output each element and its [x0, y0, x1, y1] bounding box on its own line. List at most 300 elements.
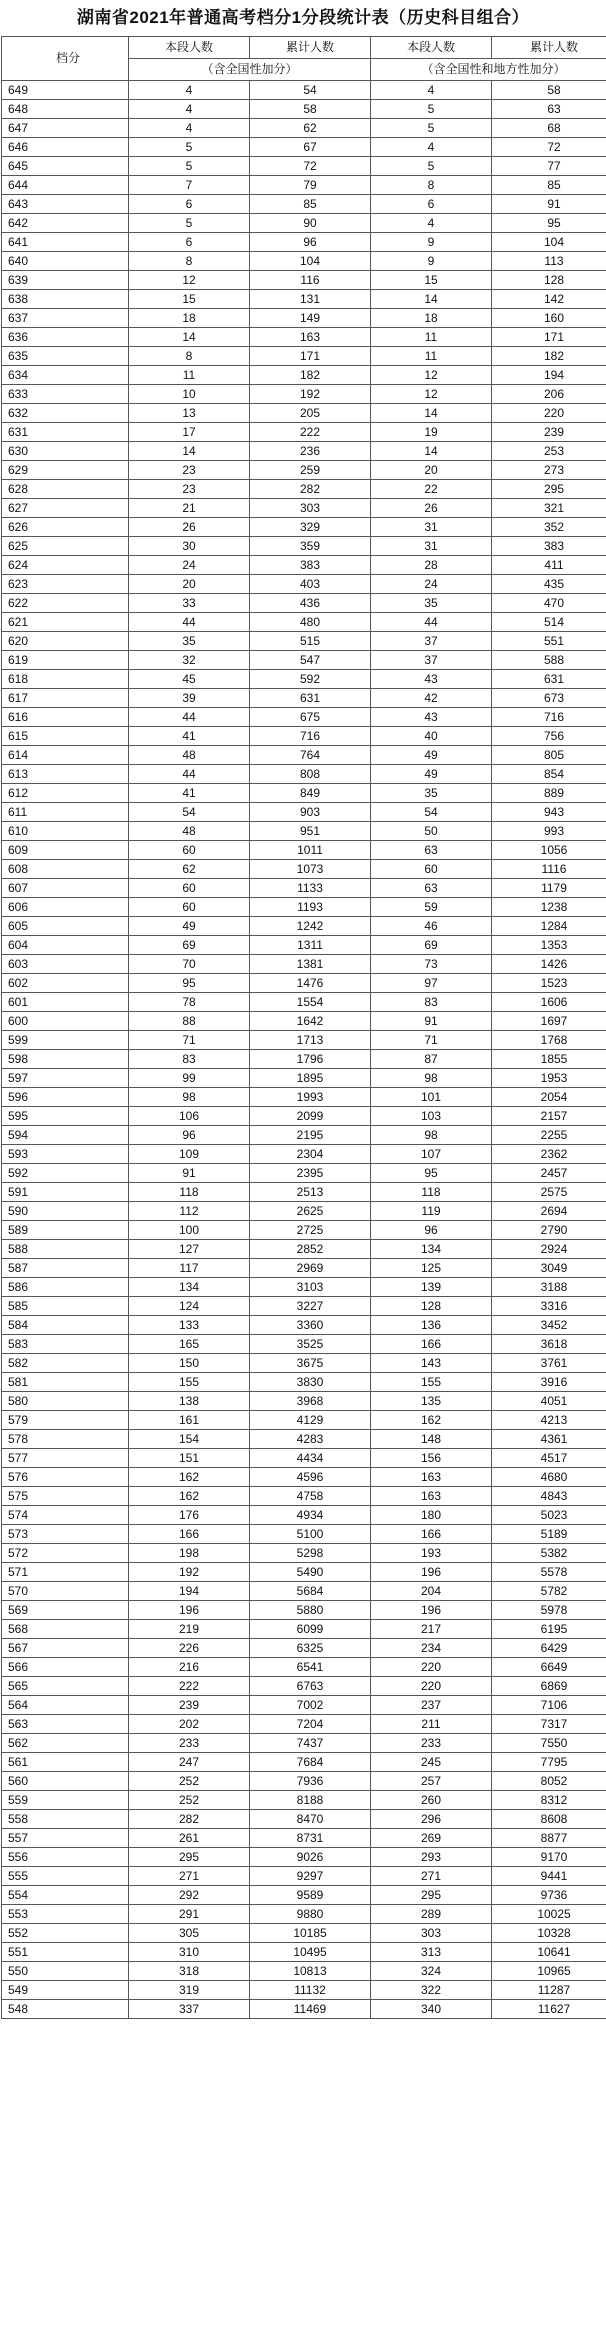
cell-group2-cumulative: 2457 — [492, 1164, 606, 1183]
table-row — [2, 499, 606, 518]
cell-group1-count: 106 — [129, 1107, 250, 1126]
cell-score: 644 — [2, 176, 129, 195]
cell-score: 633 — [2, 385, 129, 404]
cell-score: 604 — [2, 936, 129, 955]
cell-group1-cumulative: 192 — [250, 385, 371, 404]
score-distribution-table — [1, 36, 606, 2019]
table-row — [2, 385, 606, 404]
cell-group1-count: 41 — [129, 784, 250, 803]
cell-group2-count: 11 — [371, 347, 492, 366]
cell-score: 570 — [2, 1582, 129, 1601]
cell-group2-count: 217 — [371, 1620, 492, 1639]
cell-group1-cumulative: 9589 — [250, 1886, 371, 1905]
cell-group1-cumulative: 11469 — [250, 2000, 371, 2019]
cell-group2-count: 37 — [371, 651, 492, 670]
cell-score: 618 — [2, 670, 129, 689]
cell-group2-cumulative: 1697 — [492, 1012, 606, 1031]
table-row — [2, 1943, 606, 1962]
cell-score: 580 — [2, 1392, 129, 1411]
cell-score: 649 — [2, 81, 129, 100]
cell-score: 558 — [2, 1810, 129, 1829]
cell-group2-count: 296 — [371, 1810, 492, 1829]
table-row — [2, 936, 606, 955]
cell-group2-count: 313 — [371, 1943, 492, 1962]
cell-score: 642 — [2, 214, 129, 233]
cell-group2-cumulative: 716 — [492, 708, 606, 727]
cell-score: 579 — [2, 1411, 129, 1430]
cell-group2-cumulative: 5782 — [492, 1582, 606, 1601]
cell-group2-count: 269 — [371, 1829, 492, 1848]
table-row — [2, 1069, 606, 1088]
header-group2-note: （含全国性和地方性加分） — [371, 59, 606, 81]
cell-group2-count: 5 — [371, 157, 492, 176]
cell-score: 606 — [2, 898, 129, 917]
cell-group2-cumulative: 3761 — [492, 1354, 606, 1373]
cell-group1-cumulative: 592 — [250, 670, 371, 689]
table-row — [2, 1810, 606, 1829]
cell-group1-cumulative: 716 — [250, 727, 371, 746]
cell-group1-count: 41 — [129, 727, 250, 746]
cell-score: 590 — [2, 1202, 129, 1221]
cell-group2-count: 260 — [371, 1791, 492, 1810]
cell-group2-cumulative: 4680 — [492, 1468, 606, 1487]
table-row — [2, 2000, 606, 2019]
cell-group2-cumulative: 1953 — [492, 1069, 606, 1088]
cell-group1-count: 35 — [129, 632, 250, 651]
cell-group1-cumulative: 54 — [250, 81, 371, 100]
table-row — [2, 1734, 606, 1753]
cell-group2-cumulative: 551 — [492, 632, 606, 651]
cell-group1-cumulative: 6763 — [250, 1677, 371, 1696]
cell-score: 583 — [2, 1335, 129, 1354]
cell-group2-cumulative: 5189 — [492, 1525, 606, 1544]
cell-score: 581 — [2, 1373, 129, 1392]
cell-group1-count: 17 — [129, 423, 250, 442]
cell-group1-cumulative: 58 — [250, 100, 371, 119]
cell-score: 611 — [2, 803, 129, 822]
cell-score: 647 — [2, 119, 129, 138]
cell-group1-count: 33 — [129, 594, 250, 613]
cell-group1-cumulative: 149 — [250, 309, 371, 328]
cell-score: 614 — [2, 746, 129, 765]
cell-group1-count: 109 — [129, 1145, 250, 1164]
cell-group2-count: 295 — [371, 1886, 492, 1905]
cell-group1-count: 23 — [129, 461, 250, 480]
cell-group2-count: 5 — [371, 100, 492, 119]
cell-group2-cumulative: 7550 — [492, 1734, 606, 1753]
cell-group1-count: 292 — [129, 1886, 250, 1905]
cell-group2-count: 220 — [371, 1677, 492, 1696]
cell-group1-count: 15 — [129, 290, 250, 309]
cell-group2-count: 59 — [371, 898, 492, 917]
cell-group2-count: 289 — [371, 1905, 492, 1924]
cell-score: 607 — [2, 879, 129, 898]
cell-group2-cumulative: 2694 — [492, 1202, 606, 1221]
table-row — [2, 195, 606, 214]
cell-group1-cumulative: 6541 — [250, 1658, 371, 1677]
cell-group1-cumulative: 7204 — [250, 1715, 371, 1734]
cell-group1-count: 124 — [129, 1297, 250, 1316]
cell-group1-count: 49 — [129, 917, 250, 936]
cell-group1-cumulative: 8731 — [250, 1829, 371, 1848]
header-row-top — [2, 37, 606, 59]
cell-group2-count: 43 — [371, 670, 492, 689]
table-row — [2, 1772, 606, 1791]
table-row — [2, 1031, 606, 1050]
cell-group2-cumulative: 6649 — [492, 1658, 606, 1677]
cell-group1-cumulative: 436 — [250, 594, 371, 613]
cell-group1-count: 134 — [129, 1278, 250, 1297]
cell-group1-count: 14 — [129, 328, 250, 347]
cell-group2-cumulative: 10641 — [492, 1943, 606, 1962]
cell-group1-count: 18 — [129, 309, 250, 328]
cell-group1-count: 337 — [129, 2000, 250, 2019]
cell-group2-count: 40 — [371, 727, 492, 746]
cell-group1-cumulative: 2195 — [250, 1126, 371, 1145]
table-row — [2, 917, 606, 936]
cell-score: 630 — [2, 442, 129, 461]
cell-group2-count: 44 — [371, 613, 492, 632]
cell-score: 648 — [2, 100, 129, 119]
table-row — [2, 1183, 606, 1202]
cell-group2-count: 196 — [371, 1601, 492, 1620]
cell-score: 615 — [2, 727, 129, 746]
cell-group2-cumulative: 1238 — [492, 898, 606, 917]
table-row — [2, 1829, 606, 1848]
cell-score: 573 — [2, 1525, 129, 1544]
cell-group1-count: 155 — [129, 1373, 250, 1392]
cell-score: 641 — [2, 233, 129, 252]
cell-group2-count: 293 — [371, 1848, 492, 1867]
cell-group2-cumulative: 1353 — [492, 936, 606, 955]
cell-score: 557 — [2, 1829, 129, 1848]
cell-group2-cumulative: 588 — [492, 651, 606, 670]
cell-group2-count: 220 — [371, 1658, 492, 1677]
cell-group1-count: 192 — [129, 1563, 250, 1582]
cell-group1-count: 95 — [129, 974, 250, 993]
cell-group2-cumulative: 5578 — [492, 1563, 606, 1582]
cell-score: 559 — [2, 1791, 129, 1810]
cell-score: 620 — [2, 632, 129, 651]
table-row — [2, 119, 606, 138]
cell-score: 600 — [2, 1012, 129, 1031]
table-row — [2, 309, 606, 328]
cell-group1-count: 151 — [129, 1449, 250, 1468]
cell-group2-count: 103 — [371, 1107, 492, 1126]
cell-group1-cumulative: 2304 — [250, 1145, 371, 1164]
cell-group1-count: 291 — [129, 1905, 250, 1924]
table-row — [2, 689, 606, 708]
header-group2-count: 本段人数 — [371, 37, 492, 59]
cell-group2-count: 257 — [371, 1772, 492, 1791]
cell-group1-count: 305 — [129, 1924, 250, 1943]
cell-group2-cumulative: 5978 — [492, 1601, 606, 1620]
cell-group1-count: 219 — [129, 1620, 250, 1639]
cell-group1-cumulative: 1011 — [250, 841, 371, 860]
cell-group1-cumulative: 9026 — [250, 1848, 371, 1867]
cell-score: 586 — [2, 1278, 129, 1297]
table-row — [2, 1525, 606, 1544]
cell-score: 560 — [2, 1772, 129, 1791]
cell-group1-cumulative: 67 — [250, 138, 371, 157]
cell-group2-cumulative: 7106 — [492, 1696, 606, 1715]
table-row — [2, 651, 606, 670]
cell-group1-count: 8 — [129, 347, 250, 366]
cell-score: 625 — [2, 537, 129, 556]
cell-group2-cumulative: 435 — [492, 575, 606, 594]
cell-group1-cumulative: 6325 — [250, 1639, 371, 1658]
cell-group1-count: 20 — [129, 575, 250, 594]
cell-score: 632 — [2, 404, 129, 423]
header-group1-note: （含全国性加分） — [129, 59, 371, 81]
cell-group2-cumulative: 1606 — [492, 993, 606, 1012]
table-row — [2, 822, 606, 841]
cell-group1-count: 261 — [129, 1829, 250, 1848]
cell-group1-count: 6 — [129, 233, 250, 252]
cell-group1-count: 138 — [129, 1392, 250, 1411]
cell-group1-cumulative: 403 — [250, 575, 371, 594]
cell-group2-cumulative: 1523 — [492, 974, 606, 993]
cell-score: 564 — [2, 1696, 129, 1715]
cell-group2-cumulative: 4517 — [492, 1449, 606, 1468]
table-row — [2, 746, 606, 765]
cell-group2-count: 87 — [371, 1050, 492, 1069]
table-row — [2, 974, 606, 993]
table-row — [2, 1468, 606, 1487]
cell-group2-count: 245 — [371, 1753, 492, 1772]
cell-group2-count: 73 — [371, 955, 492, 974]
cell-group2-cumulative: 1426 — [492, 955, 606, 974]
cell-group1-count: 83 — [129, 1050, 250, 1069]
cell-group1-cumulative: 259 — [250, 461, 371, 480]
cell-score: 599 — [2, 1031, 129, 1050]
cell-group1-count: 133 — [129, 1316, 250, 1335]
cell-group1-count: 44 — [129, 765, 250, 784]
cell-score: 602 — [2, 974, 129, 993]
cell-score: 578 — [2, 1430, 129, 1449]
cell-group1-cumulative: 1476 — [250, 974, 371, 993]
cell-group2-cumulative: 4213 — [492, 1411, 606, 1430]
cell-group1-cumulative: 4596 — [250, 1468, 371, 1487]
cell-group2-cumulative: 1768 — [492, 1031, 606, 1050]
cell-group2-count: 119 — [371, 1202, 492, 1221]
cell-group1-count: 21 — [129, 499, 250, 518]
table-row — [2, 176, 606, 195]
cell-group1-cumulative: 9297 — [250, 1867, 371, 1886]
cell-group1-cumulative: 1554 — [250, 993, 371, 1012]
cell-group1-cumulative: 7437 — [250, 1734, 371, 1753]
cell-group1-count: 14 — [129, 442, 250, 461]
cell-group1-count: 4 — [129, 81, 250, 100]
cell-group2-cumulative: 113 — [492, 252, 606, 271]
table-row — [2, 404, 606, 423]
cell-group1-cumulative: 808 — [250, 765, 371, 784]
cell-group2-cumulative: 273 — [492, 461, 606, 480]
cell-score: 569 — [2, 1601, 129, 1620]
cell-group1-count: 176 — [129, 1506, 250, 1525]
cell-group2-cumulative: 8877 — [492, 1829, 606, 1848]
cell-score: 566 — [2, 1658, 129, 1677]
cell-group2-count: 101 — [371, 1088, 492, 1107]
cell-group2-count: 37 — [371, 632, 492, 651]
table-row — [2, 1791, 606, 1810]
cell-group1-count: 13 — [129, 404, 250, 423]
cell-score: 637 — [2, 309, 129, 328]
cell-group1-cumulative: 3830 — [250, 1373, 371, 1392]
table-row — [2, 1354, 606, 1373]
table-row — [2, 1411, 606, 1430]
cell-group2-cumulative: 1179 — [492, 879, 606, 898]
table-row — [2, 1088, 606, 1107]
cell-group1-count: 44 — [129, 708, 250, 727]
cell-group2-cumulative: 756 — [492, 727, 606, 746]
cell-group1-count: 62 — [129, 860, 250, 879]
cell-score: 598 — [2, 1050, 129, 1069]
cell-group2-count: 163 — [371, 1468, 492, 1487]
cell-score: 622 — [2, 594, 129, 613]
cell-score: 551 — [2, 1943, 129, 1962]
cell-score: 592 — [2, 1164, 129, 1183]
cell-group2-cumulative: 6869 — [492, 1677, 606, 1696]
table-row — [2, 1981, 606, 2000]
cell-group2-cumulative: 8052 — [492, 1772, 606, 1791]
cell-group1-cumulative: 282 — [250, 480, 371, 499]
cell-score: 576 — [2, 1468, 129, 1487]
cell-group1-count: 60 — [129, 879, 250, 898]
table-row — [2, 1392, 606, 1411]
cell-group1-count: 166 — [129, 1525, 250, 1544]
cell-group2-count: 322 — [371, 1981, 492, 2000]
cell-group1-cumulative: 5880 — [250, 1601, 371, 1620]
cell-group1-count: 12 — [129, 271, 250, 290]
cell-group2-count: 54 — [371, 803, 492, 822]
cell-group2-count: 4 — [371, 214, 492, 233]
cell-score: 631 — [2, 423, 129, 442]
cell-group1-cumulative: 764 — [250, 746, 371, 765]
score-table-page — [1, 0, 605, 2019]
cell-group2-count: 6 — [371, 195, 492, 214]
cell-score: 567 — [2, 1639, 129, 1658]
cell-group1-cumulative: 62 — [250, 119, 371, 138]
cell-group2-count: 4 — [371, 81, 492, 100]
cell-group2-count: 91 — [371, 1012, 492, 1031]
cell-group2-count: 211 — [371, 1715, 492, 1734]
header-group2-cumulative: 累计人数 — [492, 37, 606, 59]
cell-group2-count: 271 — [371, 1867, 492, 1886]
cell-score: 563 — [2, 1715, 129, 1734]
cell-group1-cumulative: 1993 — [250, 1088, 371, 1107]
cell-score: 550 — [2, 1962, 129, 1981]
cell-group1-cumulative: 1381 — [250, 955, 371, 974]
cell-group2-cumulative: 854 — [492, 765, 606, 784]
table-row — [2, 575, 606, 594]
cell-score: 623 — [2, 575, 129, 594]
cell-group2-count: 128 — [371, 1297, 492, 1316]
table-row — [2, 1221, 606, 1240]
cell-group1-count: 5 — [129, 138, 250, 157]
cell-group1-count: 10 — [129, 385, 250, 404]
cell-group2-cumulative: 5382 — [492, 1544, 606, 1563]
cell-group2-cumulative: 9441 — [492, 1867, 606, 1886]
cell-group1-count: 4 — [129, 100, 250, 119]
cell-group2-count: 11 — [371, 328, 492, 347]
cell-score: 572 — [2, 1544, 129, 1563]
cell-group2-count: 63 — [371, 841, 492, 860]
cell-group1-cumulative: 79 — [250, 176, 371, 195]
cell-group1-cumulative: 3675 — [250, 1354, 371, 1373]
table-row — [2, 157, 606, 176]
cell-group2-count: 43 — [371, 708, 492, 727]
table-row — [2, 252, 606, 271]
cell-group1-cumulative: 7936 — [250, 1772, 371, 1791]
cell-group1-count: 32 — [129, 651, 250, 670]
table-row — [2, 898, 606, 917]
table-row — [2, 461, 606, 480]
table-row — [2, 138, 606, 157]
table-row — [2, 708, 606, 727]
cell-group2-count: 125 — [371, 1259, 492, 1278]
cell-group1-count: 162 — [129, 1468, 250, 1487]
table-row — [2, 1886, 606, 1905]
cell-group2-cumulative: 253 — [492, 442, 606, 461]
cell-score: 561 — [2, 1753, 129, 1772]
table-row — [2, 765, 606, 784]
cell-group2-count: 234 — [371, 1639, 492, 1658]
cell-group2-cumulative: 6195 — [492, 1620, 606, 1639]
cell-group2-count: 24 — [371, 575, 492, 594]
cell-group1-cumulative: 8470 — [250, 1810, 371, 1829]
table-row — [2, 537, 606, 556]
cell-group1-cumulative: 849 — [250, 784, 371, 803]
cell-group1-cumulative: 205 — [250, 404, 371, 423]
cell-group1-count: 233 — [129, 1734, 250, 1753]
table-row — [2, 1278, 606, 1297]
cell-group2-cumulative: 3618 — [492, 1335, 606, 1354]
cell-group1-cumulative: 2969 — [250, 1259, 371, 1278]
table-row — [2, 1259, 606, 1278]
cell-group2-cumulative: 470 — [492, 594, 606, 613]
cell-group1-count: 161 — [129, 1411, 250, 1430]
cell-group2-count: 96 — [371, 1221, 492, 1240]
cell-group1-cumulative: 1133 — [250, 879, 371, 898]
cell-group2-count: 162 — [371, 1411, 492, 1430]
cell-group1-cumulative: 8188 — [250, 1791, 371, 1810]
cell-group1-cumulative: 2625 — [250, 1202, 371, 1221]
cell-group2-cumulative: 3316 — [492, 1297, 606, 1316]
cell-group2-count: 31 — [371, 537, 492, 556]
table-row — [2, 1202, 606, 1221]
cell-group1-cumulative: 3525 — [250, 1335, 371, 1354]
table-row — [2, 1563, 606, 1582]
cell-group2-count: 8 — [371, 176, 492, 195]
cell-group2-count: 303 — [371, 1924, 492, 1943]
cell-score: 609 — [2, 841, 129, 860]
cell-group2-cumulative: 2575 — [492, 1183, 606, 1202]
cell-score: 603 — [2, 955, 129, 974]
cell-group1-count: 45 — [129, 670, 250, 689]
cell-group2-count: 42 — [371, 689, 492, 708]
table-row — [2, 556, 606, 575]
table-row — [2, 879, 606, 898]
cell-group2-cumulative: 11287 — [492, 1981, 606, 2000]
cell-group1-count: 222 — [129, 1677, 250, 1696]
cell-group2-cumulative: 68 — [492, 119, 606, 138]
table-row — [2, 233, 606, 252]
cell-group2-cumulative: 10328 — [492, 1924, 606, 1943]
cell-group2-count: 97 — [371, 974, 492, 993]
table-row — [2, 1012, 606, 1031]
table-row — [2, 1107, 606, 1126]
